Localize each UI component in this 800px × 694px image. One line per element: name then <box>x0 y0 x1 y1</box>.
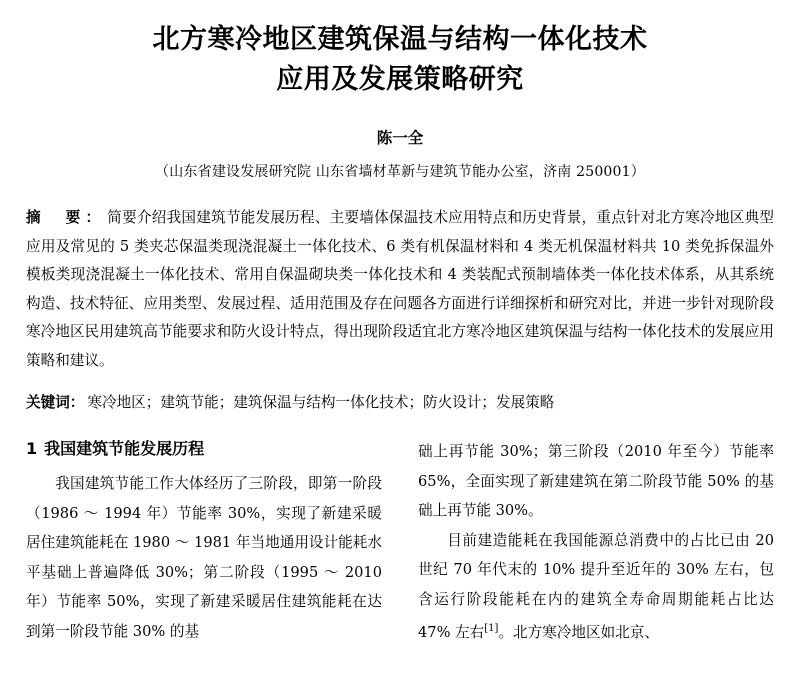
keywords-text: 寒冷地区；建筑节能；建筑保温与结构一体化技术；防火设计；发展策略 <box>87 394 555 411</box>
right-paragraph-2-part-b: 。北方寒冷地区如北京、 <box>498 623 659 641</box>
abstract-block <box>26 204 774 375</box>
abstract-label: 摘 要： <box>26 209 106 226</box>
title-line-2: 应用及发展策略研究 <box>276 64 524 95</box>
right-column <box>418 437 774 647</box>
keywords-block <box>26 389 774 417</box>
author-affiliation: （山东省建设发展研究院 山东省墙材革新与建筑节能办公室，济南 250001） <box>155 164 645 180</box>
abstract-text: 简要介绍我国建筑节能发展历程、主要墙体保温技术应用特点和历史背景，重点针对北方寒冷地区典型应用及常见的 5 类夹芯保温类现浇混凝土一体化技术、6 类有机保温材料和 4 类无机保温材料共 10 类免拆保温外模板类现浇混凝土一体化技术、常用自保温砌块类一体化技术和 4 类装配式预制墙体类一体化技术体系，从其系统构造、技术特征、应用类型、发展过程、适用范围及存在问题各方面进行详细探析和研究对比，并进一步针对现阶段寒冷地区民用建筑高节能要求和防火设计特点，得出现阶段适宜北方寒冷地区建筑保温与结构一体化技术的发展应用策略和建议。 <box>26 209 774 369</box>
section-heading <box>26 437 382 461</box>
title-line-1: 北方寒冷地区建筑保温与结构一体化技术 <box>152 24 648 55</box>
keywords-label: 关键词： <box>26 394 85 411</box>
author-name: 陈一全 <box>376 129 424 147</box>
citation-reference: [1] <box>484 623 499 634</box>
right-paragraph-2 <box>418 526 774 648</box>
right-paragraph-2-part-a: 目前建造能耗在我国能源总消费中的占比已由 20 世纪 70 年代末的 10% 提升至近年的 30% 左右，包含运行阶段能耗在内的建筑全寿命周期能耗占比达 47% 左右 <box>418 531 774 641</box>
right-paragraph-1: 础上再节能 30%；第三阶段（2010 年至今）节能率 65%，全面实现了新建建筑在第二阶段节能 50% 的基础上再节能 30%。 <box>418 443 774 519</box>
section-number: 1 <box>26 439 38 458</box>
left-paragraph-1: 我国建筑节能工作大体经历了三阶段，即第一阶段（1986 ～ 1994 年）节能率 30%，实现了新建采暖居住建筑能耗在 1980 ～ 1981 年当地通用设计能耗水平基础上普遍降低 30%；第二阶段（1995 ～ 2010 年）节能率 50%，实现了新建采暖居住建筑能耗在达到第一阶段节能 30% 的基 <box>26 475 382 640</box>
left-column <box>26 437 382 647</box>
two-column-body <box>26 437 774 647</box>
section-title: 我国建筑节能发展历程 <box>44 439 205 458</box>
page-title <box>26 20 774 100</box>
